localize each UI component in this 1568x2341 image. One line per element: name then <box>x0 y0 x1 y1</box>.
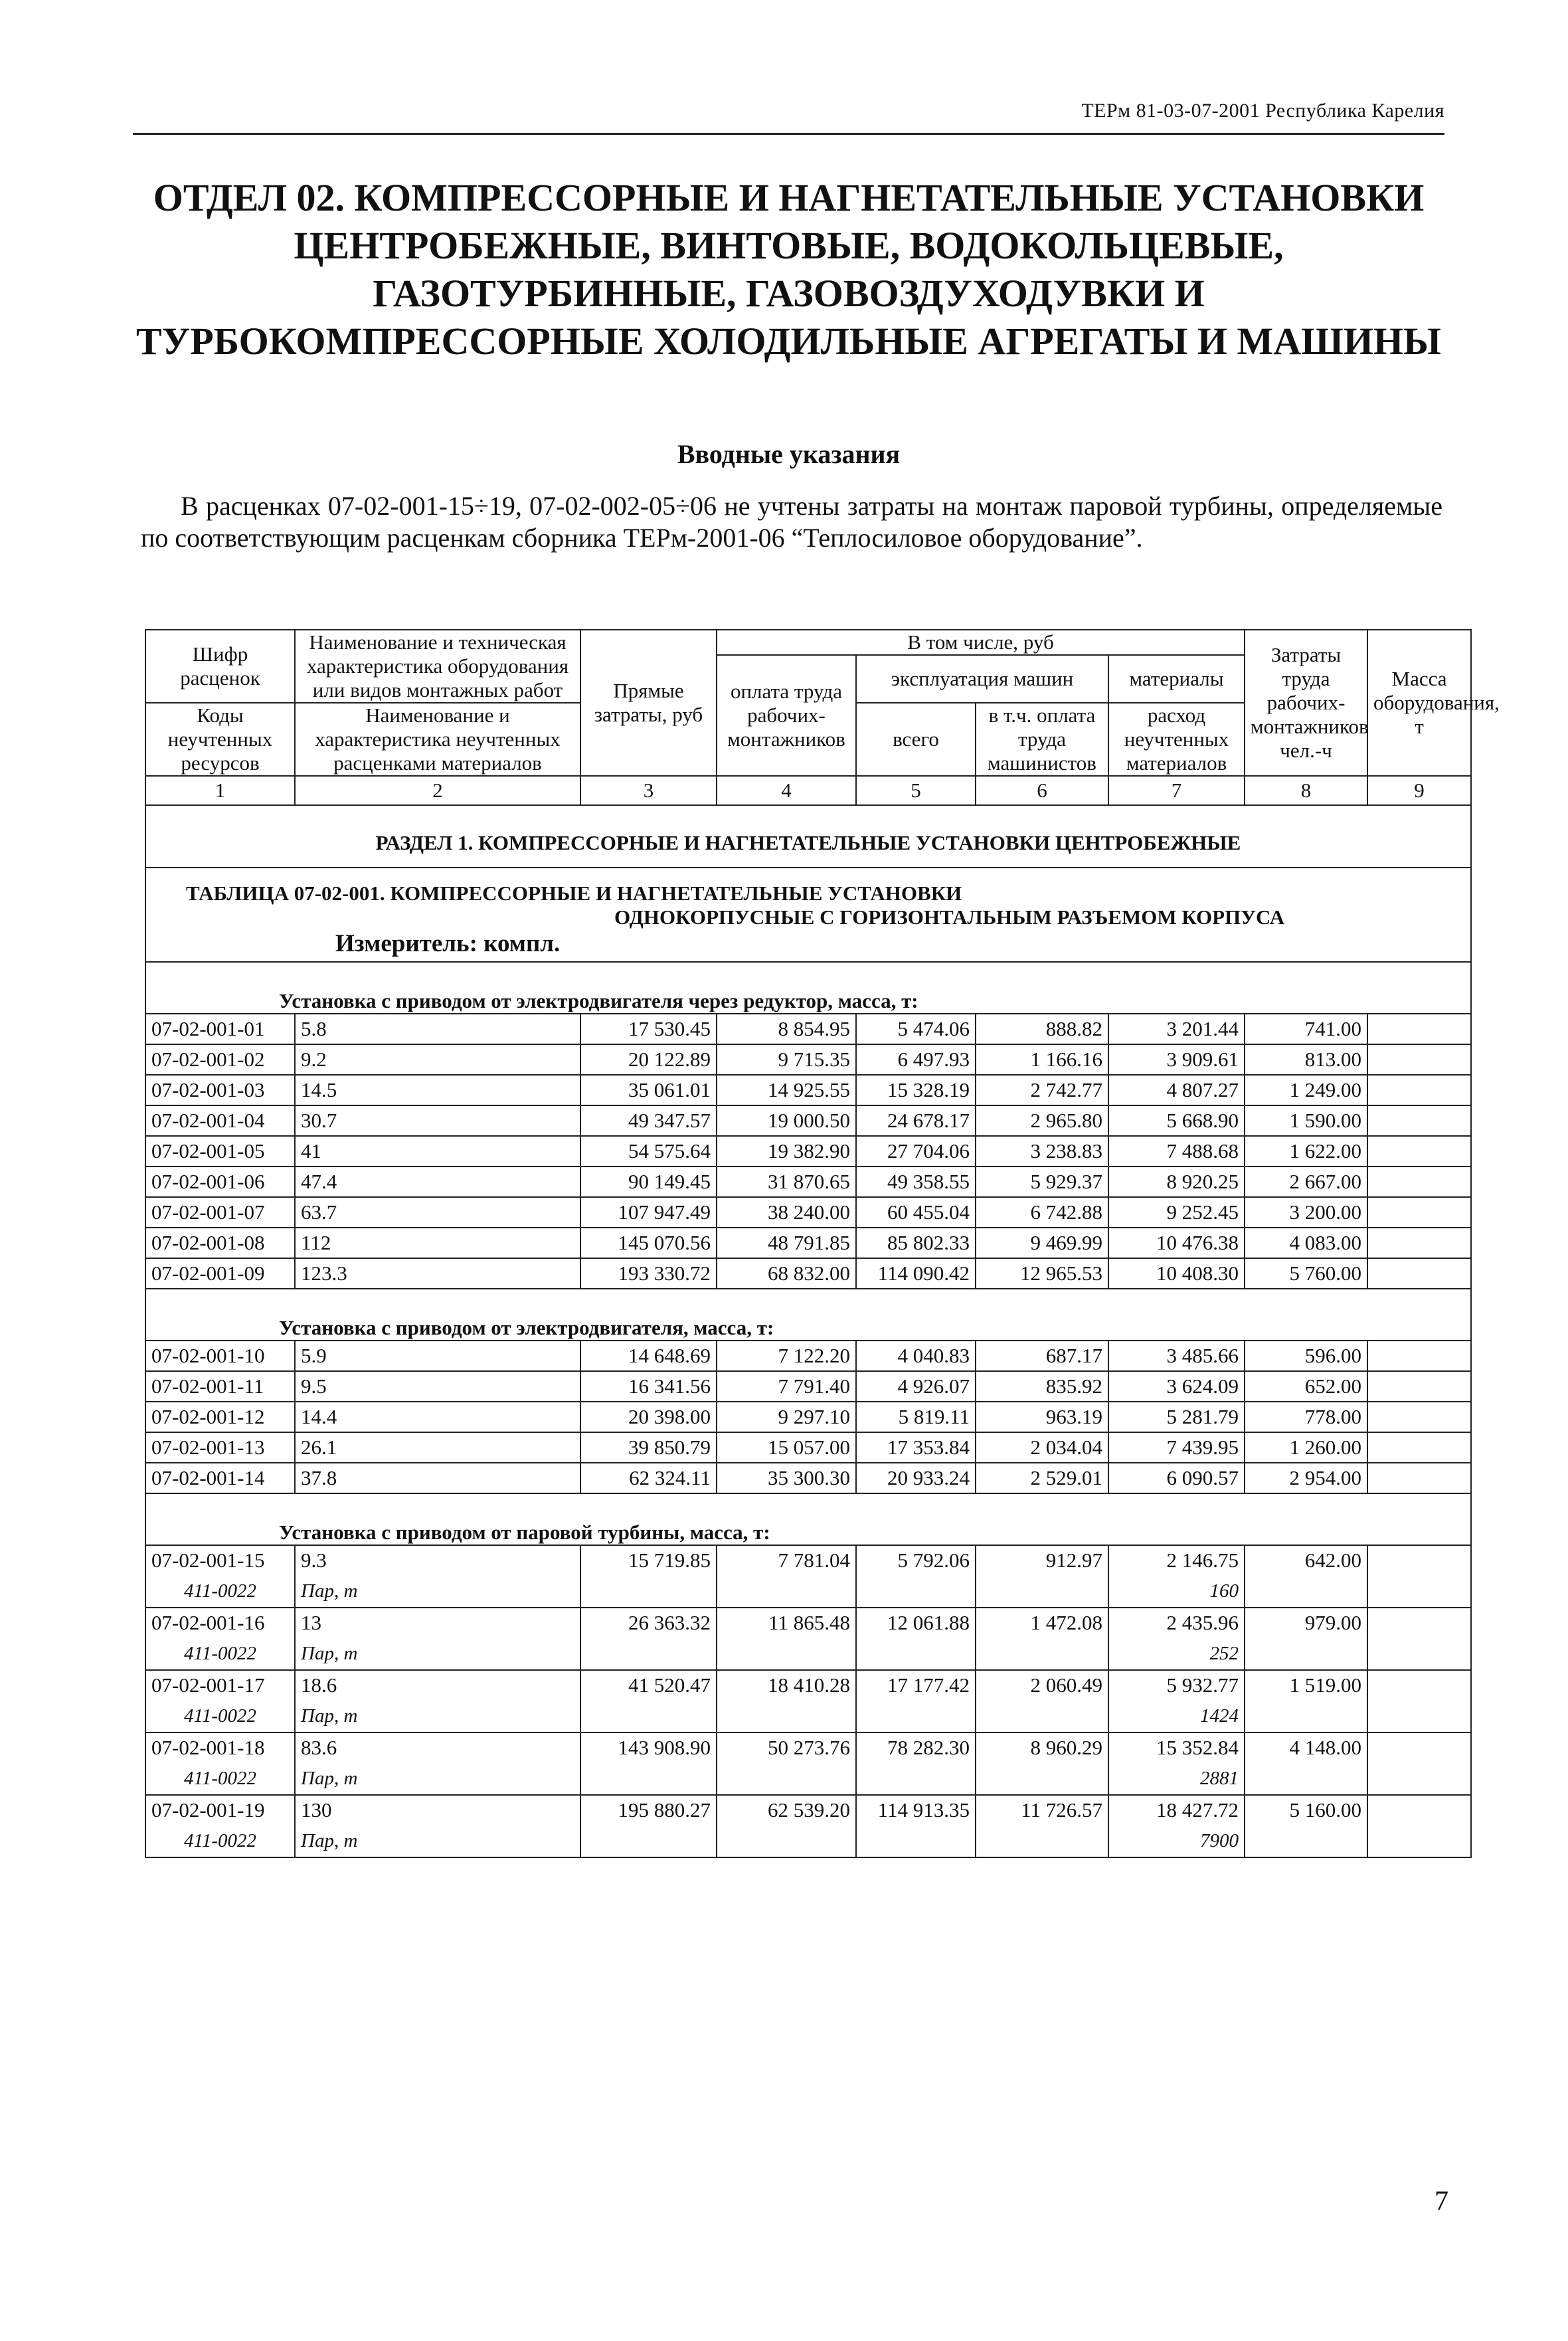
labor-pay: 50 273.76 <box>717 1732 856 1762</box>
column-number: 9 <box>1367 776 1471 805</box>
rate-code: 07-02-001-04 <box>145 1105 295 1136</box>
equipment-mass <box>1367 1545 1471 1575</box>
equipment-mass <box>1367 1432 1471 1463</box>
labor-hours: 979.00 <box>1245 1608 1367 1638</box>
rate-code: 07-02-001-06 <box>145 1167 295 1197</box>
empty-cell <box>1367 1762 1471 1795</box>
table-row <box>145 1608 1471 1638</box>
direct-costs: 20 398.00 <box>580 1402 717 1432</box>
materials-cost: 18 427.72 <box>1108 1795 1245 1825</box>
labor-hours: 1 249.00 <box>1245 1075 1367 1105</box>
resource-code: 411-0022 <box>145 1762 295 1795</box>
equipment-mass <box>1367 1105 1471 1136</box>
labor-pay: 11 865.48 <box>717 1608 856 1638</box>
group-title: Установка с приводом от электродвигателя, масса, т: <box>145 1289 1471 1341</box>
rate-name: 14.5 <box>295 1075 580 1105</box>
column-number: 8 <box>1245 776 1367 805</box>
labor-hours: 813.00 <box>1245 1044 1367 1075</box>
direct-costs: 39 850.79 <box>580 1432 717 1463</box>
direct-costs: 195 880.27 <box>580 1795 717 1825</box>
labor-pay: 15 057.00 <box>717 1432 856 1463</box>
rate-code: 07-02-001-14 <box>145 1463 295 1493</box>
labor-hours: 1 519.00 <box>1245 1670 1367 1700</box>
machines-total: 17 177.42 <box>856 1670 976 1700</box>
rate-code: 07-02-001-09 <box>145 1258 295 1289</box>
machinist-pay: 835.92 <box>976 1371 1108 1402</box>
machinist-pay: 12 965.53 <box>976 1258 1108 1289</box>
table-row <box>145 1044 1471 1075</box>
resource-row <box>145 1700 1471 1732</box>
direct-costs: 143 908.90 <box>580 1732 717 1762</box>
rate-code: 07-02-001-16 <box>145 1608 295 1638</box>
page-number: 7 <box>1435 2186 1448 2217</box>
empty-cell <box>717 1825 856 1857</box>
machinist-pay: 8 960.29 <box>976 1732 1108 1762</box>
table-row <box>145 1402 1471 1432</box>
header-direct-costs: Прямые затраты, руб <box>580 630 717 776</box>
machines-total: 6 497.93 <box>856 1044 976 1075</box>
column-number: 6 <box>976 776 1108 805</box>
header-unaccounted-name: Наименование и характеристика неучтенных расценками материалов <box>295 703 580 776</box>
empty-cell <box>1367 1575 1471 1608</box>
equipment-mass <box>1367 1795 1471 1825</box>
direct-costs: 20 122.89 <box>580 1044 717 1075</box>
resource-code: 411-0022 <box>145 1700 295 1732</box>
table-row <box>145 1795 1471 1825</box>
resource-quantity: 1424 <box>1108 1700 1245 1732</box>
resource-code: 411-0022 <box>145 1575 295 1608</box>
rate-code: 07-02-001-13 <box>145 1432 295 1463</box>
rate-name: 18.6 <box>295 1670 580 1700</box>
rate-name: 63.7 <box>295 1197 580 1228</box>
equipment-mass <box>1367 1732 1471 1762</box>
empty-cell <box>1367 1638 1471 1670</box>
direct-costs: 145 070.56 <box>580 1228 717 1258</box>
machines-total: 114 913.35 <box>856 1795 976 1825</box>
machines-total: 15 328.19 <box>856 1075 976 1105</box>
rate-code: 07-02-001-05 <box>145 1136 295 1167</box>
labor-hours: 2 667.00 <box>1245 1167 1367 1197</box>
empty-cell <box>717 1638 856 1670</box>
column-number: 7 <box>1108 776 1245 805</box>
resource-row <box>145 1638 1471 1670</box>
direct-costs: 17 530.45 <box>580 1014 717 1044</box>
machinist-pay: 1 166.16 <box>976 1044 1108 1075</box>
materials-cost: 3 201.44 <box>1108 1014 1245 1044</box>
column-number: 3 <box>580 776 717 805</box>
machinist-pay: 3 238.83 <box>976 1136 1108 1167</box>
labor-hours: 741.00 <box>1245 1014 1367 1044</box>
rate-code: 07-02-001-07 <box>145 1197 295 1228</box>
machinist-pay: 912.97 <box>976 1545 1108 1575</box>
resource-name: Пар, т <box>295 1825 580 1857</box>
materials-cost: 10 476.38 <box>1108 1228 1245 1258</box>
rate-name: 26.1 <box>295 1432 580 1463</box>
table-row <box>145 1136 1471 1167</box>
labor-pay: 31 870.65 <box>717 1167 856 1197</box>
machines-total: 60 455.04 <box>856 1197 976 1228</box>
resource-quantity: 252 <box>1108 1638 1245 1670</box>
intro-text: В расценках 07-02-001-15÷19, 07-02-002-05÷06 не учтены затраты на монтаж паровой турбины, определяемые по соответствующим расценкам сборника ТЕРм-2001-06 “Теплосиловое оборудование”. <box>141 491 1442 553</box>
table-title-line-2: ОДНОКОРПУСНЫЕ С ГОРИЗОНТАЛЬНЫМ РАЗЪЕМОМ КОРПУСА <box>614 905 1285 929</box>
rate-code: 07-02-001-15 <box>145 1545 295 1575</box>
machines-total: 49 358.55 <box>856 1167 976 1197</box>
rate-name: 130 <box>295 1795 580 1825</box>
equipment-mass <box>1367 1402 1471 1432</box>
header-code: Шифр расценок <box>145 630 295 703</box>
rate-code: 07-02-001-08 <box>145 1228 295 1258</box>
resource-code: 411-0022 <box>145 1638 295 1670</box>
materials-cost: 9 252.45 <box>1108 1197 1245 1228</box>
empty-cell <box>580 1638 717 1670</box>
equipment-mass <box>1367 1136 1471 1167</box>
direct-costs: 16 341.56 <box>580 1371 717 1402</box>
machines-total: 17 353.84 <box>856 1432 976 1463</box>
labor-hours: 596.00 <box>1245 1341 1367 1371</box>
machinist-pay: 9 469.99 <box>976 1228 1108 1258</box>
empty-cell <box>1245 1762 1367 1795</box>
table-header <box>145 630 1500 805</box>
column-number: 2 <box>295 776 580 805</box>
materials-cost: 3 909.61 <box>1108 1044 1245 1075</box>
table-row <box>145 1545 1471 1575</box>
machines-total: 24 678.17 <box>856 1105 976 1136</box>
machines-total: 5 792.06 <box>856 1545 976 1575</box>
empty-cell <box>1367 1825 1471 1857</box>
equipment-mass <box>1367 1371 1471 1402</box>
rate-code: 07-02-001-10 <box>145 1341 295 1371</box>
empty-cell <box>717 1762 856 1795</box>
rate-code: 07-02-001-03 <box>145 1075 295 1105</box>
labor-pay: 19 382.90 <box>717 1136 856 1167</box>
labor-hours: 642.00 <box>1245 1545 1367 1575</box>
resource-quantity: 160 <box>1108 1575 1245 1608</box>
labor-hours: 1 260.00 <box>1245 1432 1367 1463</box>
table-title <box>145 868 1471 962</box>
equipment-mass <box>1367 1463 1471 1493</box>
header-including: В том числе, руб <box>717 630 1245 655</box>
rate-name: 14.4 <box>295 1402 580 1432</box>
materials-cost: 4 807.27 <box>1108 1075 1245 1105</box>
machinist-pay: 963.19 <box>976 1402 1108 1432</box>
materials-cost: 2 146.75 <box>1108 1545 1245 1575</box>
equipment-mass <box>1367 1014 1471 1044</box>
machines-total: 114 090.42 <box>856 1258 976 1289</box>
direct-costs: 54 575.64 <box>580 1136 717 1167</box>
resource-name: Пар, т <box>295 1638 580 1670</box>
rate-name: 37.8 <box>295 1463 580 1493</box>
direct-costs: 15 719.85 <box>580 1545 717 1575</box>
rate-name: 9.3 <box>295 1545 580 1575</box>
header-unaccounted-materials: расход неучтенных материалов <box>1108 703 1245 776</box>
materials-cost: 5 932.77 <box>1108 1670 1245 1700</box>
column-number: 4 <box>717 776 856 805</box>
labor-hours: 5 760.00 <box>1245 1258 1367 1289</box>
empty-cell <box>976 1575 1108 1608</box>
header-equipment-mass: Масса оборудования, т <box>1367 630 1471 776</box>
direct-costs: 26 363.32 <box>580 1608 717 1638</box>
machinist-pay: 687.17 <box>976 1341 1108 1371</box>
table-row <box>145 1228 1471 1258</box>
direct-costs: 49 347.57 <box>580 1105 717 1136</box>
equipment-mass <box>1367 1228 1471 1258</box>
column-number: 1 <box>145 776 295 805</box>
materials-cost: 3 624.09 <box>1108 1371 1245 1402</box>
group-title: Установка с приводом от паровой турбины, масса, т: <box>145 1493 1471 1545</box>
empty-cell <box>856 1700 976 1732</box>
table-title-line-1: ТАБЛИЦА 07-02-001. КОМПРЕССОРНЫЕ И НАГНЕТАТЕЛЬНЫЕ УСТАНОВКИ <box>186 882 962 905</box>
direct-costs: 90 149.45 <box>580 1167 717 1197</box>
materials-cost: 6 090.57 <box>1108 1463 1245 1493</box>
table-row <box>145 1463 1471 1493</box>
labor-pay: 18 410.28 <box>717 1670 856 1700</box>
materials-cost: 5 281.79 <box>1108 1402 1245 1432</box>
table-row <box>145 1197 1471 1228</box>
labor-pay: 8 854.95 <box>717 1014 856 1044</box>
labor-hours: 778.00 <box>1245 1402 1367 1432</box>
materials-cost: 10 408.30 <box>1108 1258 1245 1289</box>
measurer: Измеритель: компл. <box>335 930 561 957</box>
machinist-pay: 6 742.88 <box>976 1197 1108 1228</box>
direct-costs: 107 947.49 <box>580 1197 717 1228</box>
table-row <box>145 1014 1471 1044</box>
rate-name: 83.6 <box>295 1732 580 1762</box>
labor-pay: 7 781.04 <box>717 1545 856 1575</box>
machinist-pay: 1 472.08 <box>976 1608 1108 1638</box>
running-head: ТЕРм 81-03-07-2001 Республика Карелия <box>1081 100 1444 122</box>
empty-cell <box>580 1762 717 1795</box>
table-row <box>145 1075 1471 1105</box>
rate-name: 5.8 <box>295 1014 580 1044</box>
labor-hours: 1 622.00 <box>1245 1136 1367 1167</box>
materials-cost: 15 352.84 <box>1108 1732 1245 1762</box>
rate-name: 123.3 <box>295 1258 580 1289</box>
empty-cell <box>976 1700 1108 1732</box>
labor-pay: 48 791.85 <box>717 1228 856 1258</box>
resource-name: Пар, т <box>295 1575 580 1608</box>
table-row <box>145 1258 1471 1289</box>
direct-costs: 193 330.72 <box>580 1258 717 1289</box>
direct-costs: 35 061.01 <box>580 1075 717 1105</box>
empty-cell <box>580 1700 717 1732</box>
equipment-mass <box>1367 1670 1471 1700</box>
machinist-pay: 2 060.49 <box>976 1670 1108 1700</box>
direct-costs: 14 648.69 <box>580 1341 717 1371</box>
table-row <box>145 1167 1471 1197</box>
resource-name: Пар, т <box>295 1762 580 1795</box>
labor-pay: 14 925.55 <box>717 1075 856 1105</box>
rate-name: 30.7 <box>295 1105 580 1136</box>
empty-cell <box>976 1762 1108 1795</box>
labor-hours: 4 148.00 <box>1245 1732 1367 1762</box>
labor-hours: 1 590.00 <box>1245 1105 1367 1136</box>
header-resource-codes: Коды неучтенных ресурсов <box>145 703 295 776</box>
machinist-pay: 5 929.37 <box>976 1167 1108 1197</box>
group-title: Установка с приводом от электродвигателя через редуктор, масса, т: <box>145 962 1471 1014</box>
header-rule <box>133 133 1444 135</box>
empty-cell <box>1245 1700 1367 1732</box>
empty-cell <box>856 1825 976 1857</box>
labor-pay: 9 297.10 <box>717 1402 856 1432</box>
table-row <box>145 1432 1471 1463</box>
header-labor-costs: Затраты труда рабочих-монтажников чел.-ч <box>1245 630 1367 776</box>
empty-cell <box>976 1638 1108 1670</box>
machinist-pay: 888.82 <box>976 1014 1108 1044</box>
rate-name: 112 <box>295 1228 580 1258</box>
rate-rows <box>145 962 1471 1857</box>
empty-cell <box>580 1825 717 1857</box>
empty-cell <box>717 1700 856 1732</box>
intro-heading: Вводные указания <box>677 439 901 469</box>
machinist-pay: 2 965.80 <box>976 1105 1108 1136</box>
machinist-pay: 2 742.77 <box>976 1075 1108 1105</box>
machines-total: 4 040.83 <box>856 1341 976 1371</box>
machinist-pay: 2 034.04 <box>976 1432 1108 1463</box>
labor-pay: 7 791.40 <box>717 1371 856 1402</box>
rate-code: 07-02-001-01 <box>145 1014 295 1044</box>
machinist-pay: 2 529.01 <box>976 1463 1108 1493</box>
labor-hours: 4 083.00 <box>1245 1228 1367 1258</box>
rate-code: 07-02-001-02 <box>145 1044 295 1075</box>
empty-cell <box>717 1575 856 1608</box>
labor-hours: 652.00 <box>1245 1371 1367 1402</box>
department-title: ОТДЕЛ 02. КОМПРЕССОРНЫЕ И НАГНЕТАТЕЛЬНЫЕ УСТАНОВКИ ЦЕНТРОБЕЖНЫЕ, ВИНТОВЫЕ, ВОДОКОЛЬЦЕВЫЕ, ГАЗОТУРБИННЫЕ, ГАЗОВОЗДУХОДУВКИ И ТУРБОКОМПРЕССОРНЫЕ ХОЛОДИЛЬНЫЕ АГРЕГАТЫ И МАШИНЫ <box>136 176 1441 363</box>
rate-name: 5.9 <box>295 1341 580 1371</box>
empty-cell <box>856 1762 976 1795</box>
table-row <box>145 1670 1471 1700</box>
machines-total: 5 474.06 <box>856 1014 976 1044</box>
labor-pay: 62 539.20 <box>717 1795 856 1825</box>
labor-pay: 38 240.00 <box>717 1197 856 1228</box>
resource-row <box>145 1762 1471 1795</box>
direct-costs: 41 520.47 <box>580 1670 717 1700</box>
rate-code: 07-02-001-12 <box>145 1402 295 1432</box>
empty-cell <box>856 1638 976 1670</box>
machines-total: 12 061.88 <box>856 1608 976 1638</box>
empty-cell <box>1245 1575 1367 1608</box>
resource-name: Пар, т <box>295 1700 580 1732</box>
header-name: Наименование и техническая характеристика оборудования или видов монтажных работ <box>295 630 580 703</box>
rate-name: 9.5 <box>295 1371 580 1402</box>
machines-total: 4 926.07 <box>856 1371 976 1402</box>
section-title: РАЗДЕЛ 1. КОМПРЕССОРНЫЕ И НАГНЕТАТЕЛЬНЫЕ УСТАНОВКИ ЦЕНТРОБЕЖНЫЕ <box>145 805 1471 868</box>
empty-cell <box>580 1575 717 1608</box>
rate-code: 07-02-001-17 <box>145 1670 295 1700</box>
rate-name: 41 <box>295 1136 580 1167</box>
rate-code: 07-02-001-18 <box>145 1732 295 1762</box>
labor-pay: 19 000.50 <box>717 1105 856 1136</box>
resource-row <box>145 1575 1471 1608</box>
rate-name: 9.2 <box>295 1044 580 1075</box>
header-machinist-pay: в т.ч. оплата труда машинистов <box>976 703 1108 776</box>
column-number: 5 <box>856 776 976 805</box>
labor-hours: 5 160.00 <box>1245 1795 1367 1825</box>
header-machines-total: всего <box>856 703 976 776</box>
equipment-mass <box>1367 1197 1471 1228</box>
labor-pay: 35 300.30 <box>717 1463 856 1493</box>
table-row <box>145 1341 1471 1371</box>
labor-pay: 7 122.20 <box>717 1341 856 1371</box>
empty-cell <box>1245 1638 1367 1670</box>
labor-pay: 9 715.35 <box>717 1044 856 1075</box>
materials-cost: 2 435.96 <box>1108 1608 1245 1638</box>
materials-cost: 7 439.95 <box>1108 1432 1245 1463</box>
equipment-mass <box>1367 1608 1471 1638</box>
header-machine-operation: эксплуатация машин <box>856 655 1108 703</box>
header-materials: материалы <box>1108 655 1245 703</box>
resource-row <box>145 1825 1471 1857</box>
machines-total: 5 819.11 <box>856 1402 976 1432</box>
rate-name: 47.4 <box>295 1167 580 1197</box>
rate-name: 13 <box>295 1608 580 1638</box>
empty-cell <box>976 1825 1108 1857</box>
equipment-mass <box>1367 1075 1471 1105</box>
empty-cell <box>856 1575 976 1608</box>
table-row <box>145 1371 1471 1402</box>
equipment-mass <box>1367 1044 1471 1075</box>
table-body <box>145 805 1471 962</box>
direct-costs: 62 324.11 <box>580 1463 717 1493</box>
resource-quantity: 2881 <box>1108 1762 1245 1795</box>
empty-cell <box>1245 1825 1367 1857</box>
table-row <box>145 1732 1471 1762</box>
machines-total: 27 704.06 <box>856 1136 976 1167</box>
machinist-pay: 11 726.57 <box>976 1795 1108 1825</box>
materials-cost: 7 488.68 <box>1108 1136 1245 1167</box>
machines-total: 85 802.33 <box>856 1228 976 1258</box>
equipment-mass <box>1367 1258 1471 1289</box>
equipment-mass <box>1367 1341 1471 1371</box>
labor-hours: 3 200.00 <box>1245 1197 1367 1228</box>
materials-cost: 8 920.25 <box>1108 1167 1245 1197</box>
materials-cost: 3 485.66 <box>1108 1341 1245 1371</box>
labor-hours: 2 954.00 <box>1245 1463 1367 1493</box>
equipment-mass <box>1367 1167 1471 1197</box>
materials-cost: 5 668.90 <box>1108 1105 1245 1136</box>
header-labor-pay: оплата труда рабочих-монтажников <box>717 655 856 776</box>
rate-code: 07-02-001-19 <box>145 1795 295 1825</box>
resource-quantity: 7900 <box>1108 1825 1245 1857</box>
empty-cell <box>1367 1700 1471 1732</box>
labor-pay: 68 832.00 <box>717 1258 856 1289</box>
rate-code: 07-02-001-11 <box>145 1371 295 1402</box>
rates-table <box>145 629 1500 1858</box>
machines-total: 20 933.24 <box>856 1463 976 1493</box>
table-row <box>145 1105 1471 1136</box>
resource-code: 411-0022 <box>145 1825 295 1857</box>
machines-total: 78 282.30 <box>856 1732 976 1762</box>
